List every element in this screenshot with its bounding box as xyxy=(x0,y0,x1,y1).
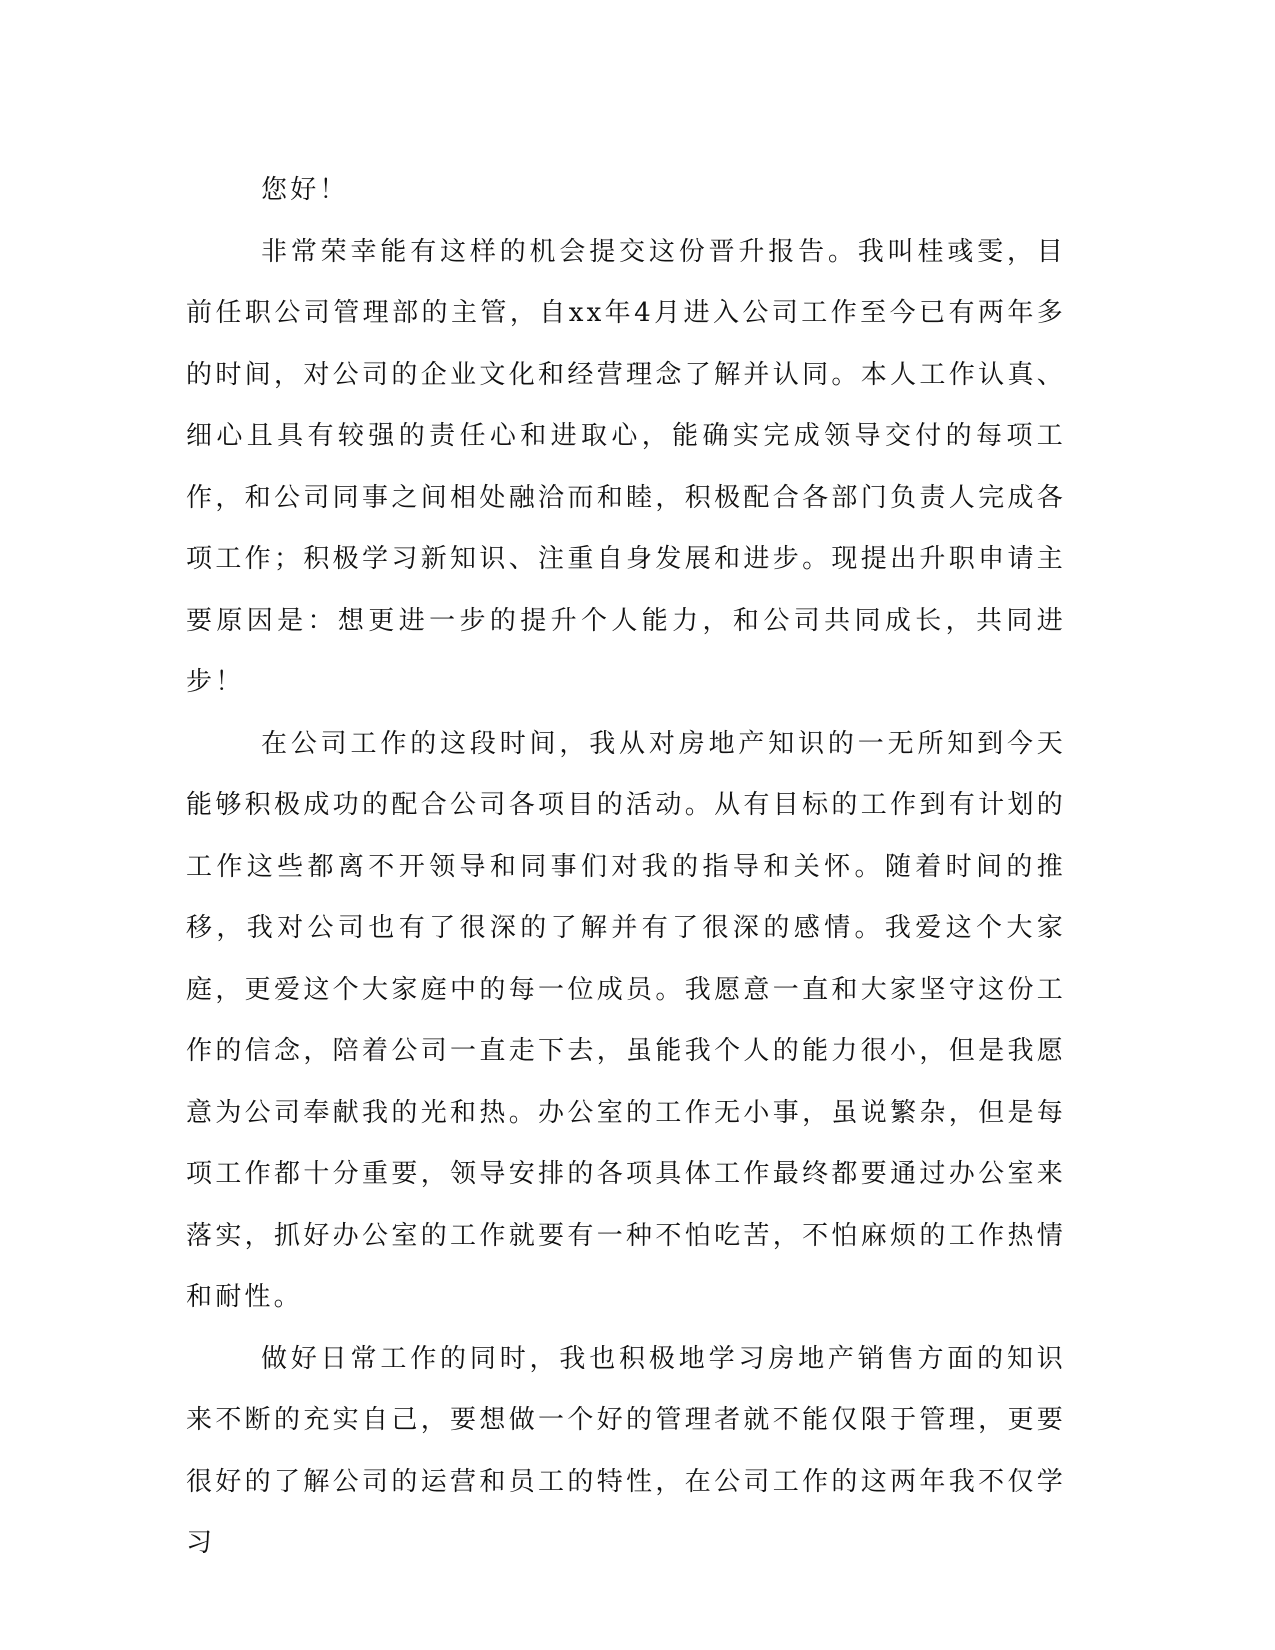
greeting: 您好！ xyxy=(261,175,349,205)
paragraph-work-experience: 在公司工作的这段时间，我从对房地产知识的一无所知到今天能够积极成功的配合公司各项目的活动。从有目标的工作到有计划的工作这些都离不开领导和同事们对我的指导和关怀。随着时间的推移，我对公司也有了很深的了解并有了很深的感情。我爱这个大家庭，更爱这个大家庭中的每一位成员。我愿意一直和大家坚守这份工作的信念，陪着公司一直走下去，虽能我个人的能力很小，但是我愿意为公司奉献我的光和热。办公室的工作无小事，虽说繁杂，但是每项工作都十分重要，领导安排的各项具体工作最终都要通过办公室来落实，抓好办公室的工作就要有一种不怕吃苦，不怕麻烦的工作热情和耐性。 xyxy=(186,728,1066,1312)
paragraph-learning: 做好日常工作的同时，我也积极地学习房地产销售方面的知识来不断的充实自己，要想做一个好的管理者就不能仅限于管理，更要很好的了解公司的运营和员工的特性，在公司工作的这两年我不仅学习 xyxy=(186,1343,1066,1558)
document-body xyxy=(186,160,1066,1575)
paragraph-application-reason: 非常荣幸能有这样的机会提交这份晋升报告。我叫桂彧雯，目前任职公司管理部的主管，自xx年4月进入公司工作至今已有两年多的时间，对公司的企业文化和经营理念了解并认同。本人工作认真、细心且具有较强的责任心和进取心，能确实完成领导交付的每项工作，和公司同事之间相处融洽而和睦，积极配合各部门负责人完成各项工作；积极学习新知识、注重自身发展和进步。现提出升职申请主要原因是：想更进一步的提升个人能力，和公司共同成长，共同进步！ xyxy=(186,236,1066,697)
